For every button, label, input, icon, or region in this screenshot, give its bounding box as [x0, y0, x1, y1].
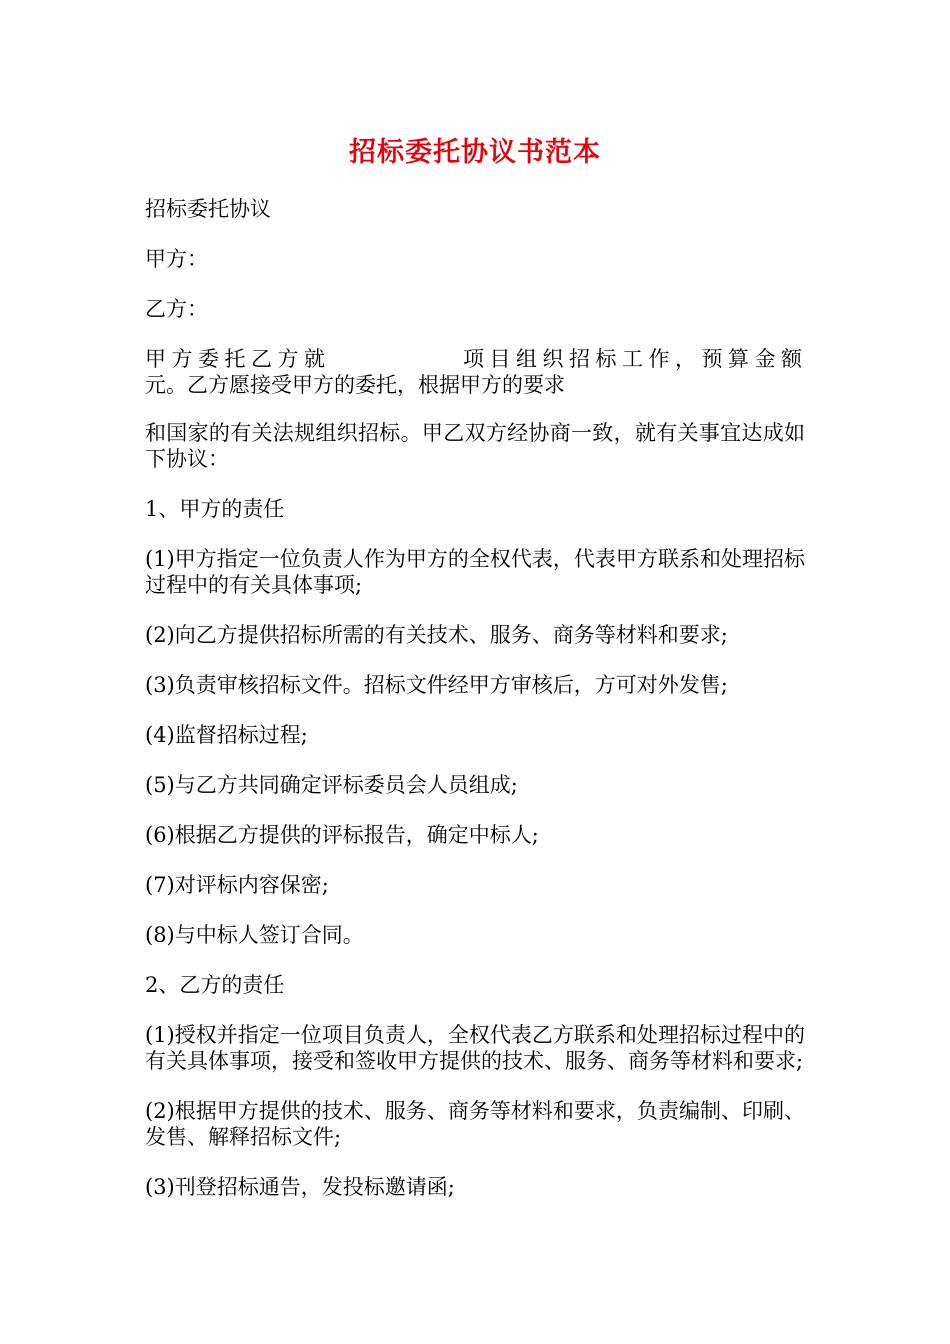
intro-paragraph [145, 346, 805, 398]
section2-item: (3)刊登招标通告，发投标邀请函; [145, 1175, 455, 1199]
intro-text-b: 项目组织招标工作，预算金额 [460, 347, 805, 371]
section1-item: (1)甲方指定一位负责人作为甲方的全权代表，代表甲方联系和处理招标过程中的有关具体事项; [145, 547, 805, 597]
section2-item: (1)授权并指定一位项目负责人，全权代表乙方联系和处理招标过程中的有关具体事项，接受和签收甲方提供的技术、服务、商务等材料和要求; [145, 1023, 805, 1073]
section1-item: (3)负责审核招标文件。招标文件经甲方审核后，方可对外发售; [145, 673, 728, 697]
section1-item: (2)向乙方提供招标所需的有关技术、服务、商务等材料和要求; [145, 623, 728, 647]
intro-text-line2: 元。乙方愿接受甲方的委托，根据甲方的要求 [145, 373, 565, 397]
section1-item: (7)对评标内容保密; [145, 873, 329, 897]
section1-item: (4)监督招标过程; [145, 723, 308, 747]
section1-item: (6)根据乙方提供的评标报告，确定中标人; [145, 823, 539, 847]
party-a-line: 甲方： [145, 247, 208, 271]
agreement-heading: 招标委托协议 [145, 197, 271, 221]
section1-title: 1、甲方的责任 [145, 497, 285, 521]
section1-item: (5)与乙方共同确定评标委员会人员组成; [145, 773, 518, 797]
party-b-line: 乙方： [145, 297, 208, 321]
intro-text-a: 甲方委托乙方就 [145, 347, 331, 371]
section2-item: (2)根据甲方提供的技术、服务、商务等材料和要求，负责编制、印刷、发售、解释招标文件; [145, 1099, 805, 1149]
document-title: 招标委托协议书范本 [349, 137, 601, 168]
section2-title: 2、乙方的责任 [145, 973, 285, 997]
document-body [145, 196, 805, 1224]
section1-item: (8)与中标人签订合同。 [145, 923, 364, 947]
intro-paragraph-2: 和国家的有关法规组织招标。甲乙双方经协商一致，就有关事宜达成如下协议： [145, 421, 805, 471]
